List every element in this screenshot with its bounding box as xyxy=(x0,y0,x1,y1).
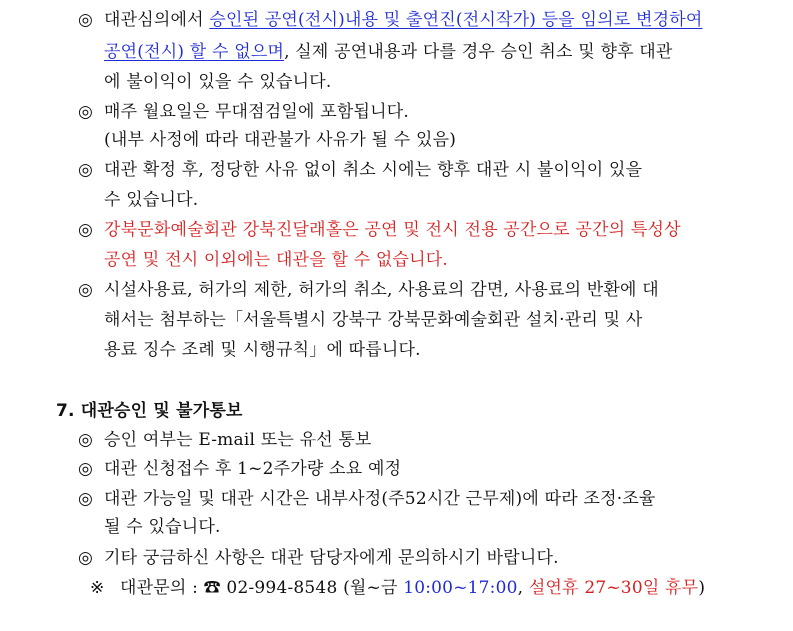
bullet-circle-mark: ◎ xyxy=(78,280,94,300)
section7-item-2-text: 대관 신청접수 후 1~2주가량 소요 예정 xyxy=(104,459,402,479)
contact-line xyxy=(90,576,705,600)
contact-close: ) xyxy=(698,578,706,598)
contact-phone: 02-994-8548 (월~금 xyxy=(220,578,404,598)
item1-line1 xyxy=(78,8,702,32)
item1-text-e: 에 불이익이 있을 수 있습니다. xyxy=(104,72,332,92)
item1-line3 xyxy=(104,70,331,94)
item1-highlight-b: 공연(전시) 할 수 없으며 xyxy=(104,42,285,62)
item3-line2 xyxy=(104,188,198,212)
bullet-circle-mark: ◎ xyxy=(78,160,94,180)
section-7-heading: 7. 대관승인 및 불가통보 xyxy=(56,401,243,421)
section7-item-3-text: 대관 가능일 및 대관 시간은 내부사정(주52시간 근무제)에 따라 조정·조율 xyxy=(104,489,656,509)
section7-item-1 xyxy=(78,428,372,452)
contact-holiday: 설연휴 27~30일 휴무 xyxy=(528,578,699,598)
item4-line1 xyxy=(78,218,681,242)
item2-text-1: 매주 월요일은 무대점검일에 포함됩니다. xyxy=(104,102,409,122)
contact-hours: 10:00~17:00 xyxy=(403,578,518,598)
item3-text-1: 대관 확정 후, 정당한 사유 없이 취소 시에는 향후 대관 시 불이익이 있을 xyxy=(104,160,643,180)
section7-item-3-text-cont: 될 수 있습니다. xyxy=(104,517,221,537)
item3-text-2: 수 있습니다. xyxy=(104,190,199,210)
section7-item-4 xyxy=(78,546,559,570)
item4-text-1: 강북문화예술회관 강북진달래홀은 공연 및 전시 전용 공간으로 공간의 특성상 xyxy=(104,220,681,240)
section7-item-3 xyxy=(78,487,656,511)
bullet-circle-mark: ◎ xyxy=(78,548,94,568)
item5-text-1: 시설사용료, 허가의 제한, 허가의 취소, 사용료의 감면, 사용료의 반환에 대 xyxy=(104,280,659,300)
item2-text-2: (내부 사정에 따라 대관불가 사유가 될 수 있음) xyxy=(104,130,457,150)
item1-line2 xyxy=(104,40,673,64)
contact-label: 대관문의 : xyxy=(120,578,204,598)
item4-text-2: 공연 및 전시 이외에는 대관을 할 수 없습니다. xyxy=(104,250,449,270)
reference-mark: ※ xyxy=(90,578,105,598)
section7-item-2 xyxy=(78,457,401,481)
bullet-circle-mark: ◎ xyxy=(78,220,94,240)
phone-icon: ☎ xyxy=(203,578,221,598)
item5-line3 xyxy=(104,338,421,362)
bullet-circle-mark: ◎ xyxy=(78,459,94,479)
item5-text-2: 해서는 첨부하는「서울특별시 강북구 강북문화예술회관 설치·관리 및 사 xyxy=(104,310,643,330)
item4-line2 xyxy=(104,248,448,272)
bullet-circle-mark: ◎ xyxy=(78,10,94,30)
section7-item-1-text: 승인 여부는 E-mail 또는 유선 통보 xyxy=(104,430,372,450)
item2-line2 xyxy=(104,128,456,152)
item2-line1 xyxy=(78,100,409,124)
item5-text-3: 용료 징수 조례 및 시행규칙」에 따릅니다. xyxy=(104,340,421,360)
contact-comma: , xyxy=(517,578,529,598)
item1-highlight-a: 승인된 공연(전시)내용 및 출연진(전시작가) 등을 임의로 변경하여 xyxy=(209,10,703,30)
item5-line2 xyxy=(104,308,642,332)
bullet-circle-mark: ◎ xyxy=(78,430,94,450)
item1-text-d: , 실제 공연내용과 다를 경우 승인 취소 및 향후 대관 xyxy=(284,42,673,62)
bullet-circle-mark: ◎ xyxy=(78,489,94,509)
section7-item-4-text: 기타 궁금하신 사항은 대관 담당자에게 문의하시기 바랍니다. xyxy=(104,548,559,568)
section7-item-3-cont xyxy=(104,515,221,539)
bullet-circle-mark: ◎ xyxy=(78,102,94,122)
item3-line1 xyxy=(78,158,642,182)
item1-text-a: 대관심의에서 xyxy=(104,10,210,30)
item5-line1 xyxy=(78,278,659,302)
